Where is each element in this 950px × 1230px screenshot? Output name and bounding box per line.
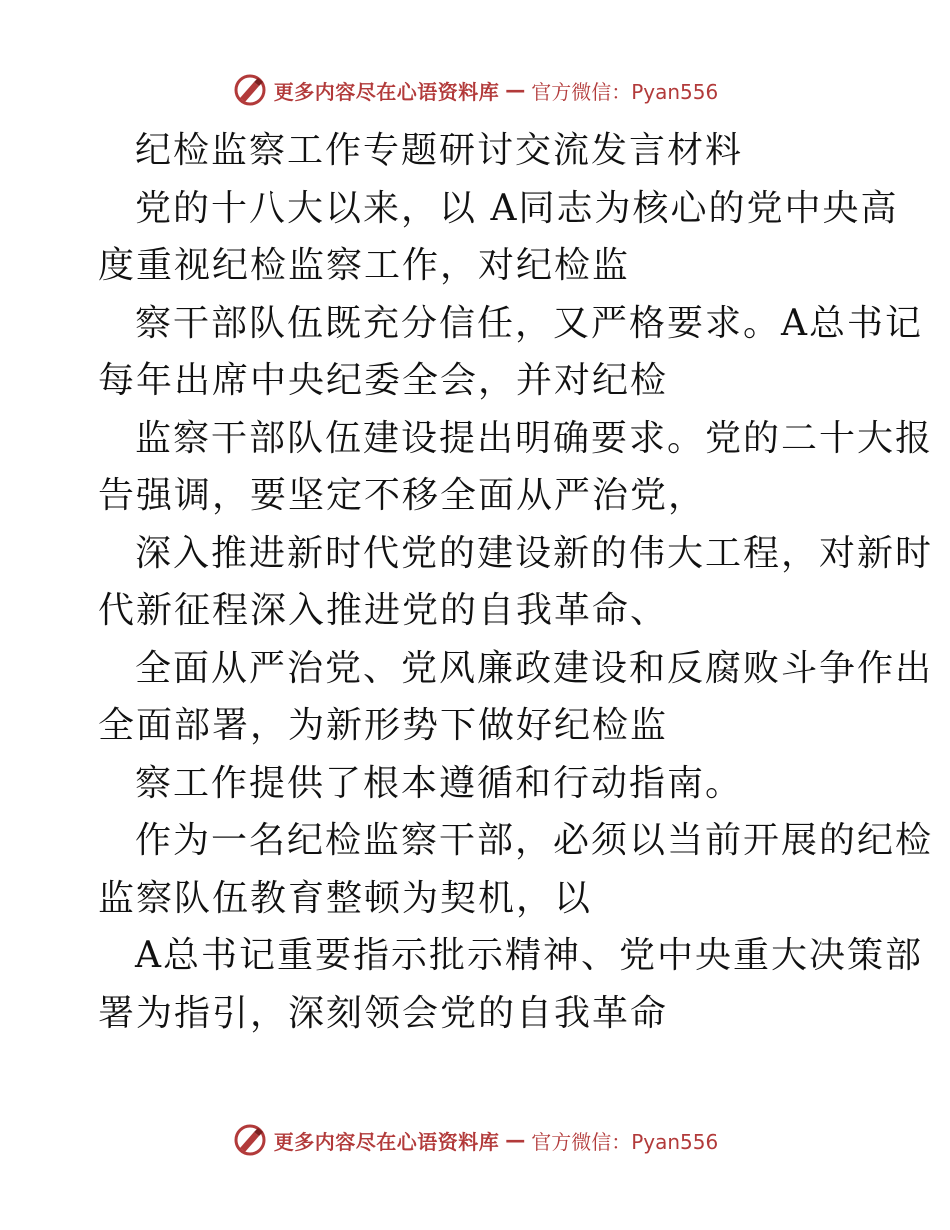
text-line: 代新征程深入推进党的自我革命、: [98, 590, 669, 631]
banner-separator: —: [505, 1128, 526, 1152]
document-body: [98, 122, 934, 1042]
text-line: 度重视纪检监察工作，对纪检监: [98, 245, 631, 286]
text-line: 深入推进新时代党的建设新的伟大工程，对新时: [135, 532, 934, 574]
banner-text: 更多内容尽在心语资料库: [273, 1129, 500, 1154]
banner-wechat: 官方微信：Pyan556: [531, 79, 719, 104]
banner-wechat: 官方微信：Pyan556: [531, 1129, 719, 1154]
document-title: 纪检监察工作专题研讨交流发言材料: [135, 130, 744, 171]
pen-logo-icon: [232, 72, 268, 108]
text-line: 署为指引，深刻领会党的自我革命: [98, 992, 669, 1034]
text-line: 察工作提供了根本遵循和行动指南。: [135, 762, 744, 804]
text-line: 告强调，要坚定不移全面从严治党，: [98, 475, 707, 516]
text-line: 察干部队伍既充分信任，又严格要求。A总书记: [135, 302, 923, 344]
header-banner: [0, 70, 950, 110]
text-line: 全面部署，为新形势下做好纪检监: [98, 705, 669, 746]
footer-banner: [0, 1120, 950, 1160]
text-line: A总书记重要指示批示精神、党中央重大决策部: [135, 935, 923, 976]
text-line: 监察干部队伍建设提出明确要求。党的二十大报: [135, 417, 934, 459]
text-line: 全面从严治党、党风廉政建设和反腐败斗争作出: [135, 647, 934, 689]
pen-logo-icon: [232, 1122, 268, 1158]
text-line: 每年出席中央纪委全会，并对纪检: [98, 360, 669, 401]
banner-text: 更多内容尽在心语资料库: [273, 79, 500, 104]
text-line: 作为一名纪检监察干部，必须以当前开展的纪检: [135, 820, 934, 861]
text-line: 党的十八大以来，以 A同志为核心的党中央高: [135, 187, 899, 229]
text-line: 监察队伍教育整顿为契机，以: [98, 877, 593, 919]
banner-separator: —: [505, 78, 526, 102]
